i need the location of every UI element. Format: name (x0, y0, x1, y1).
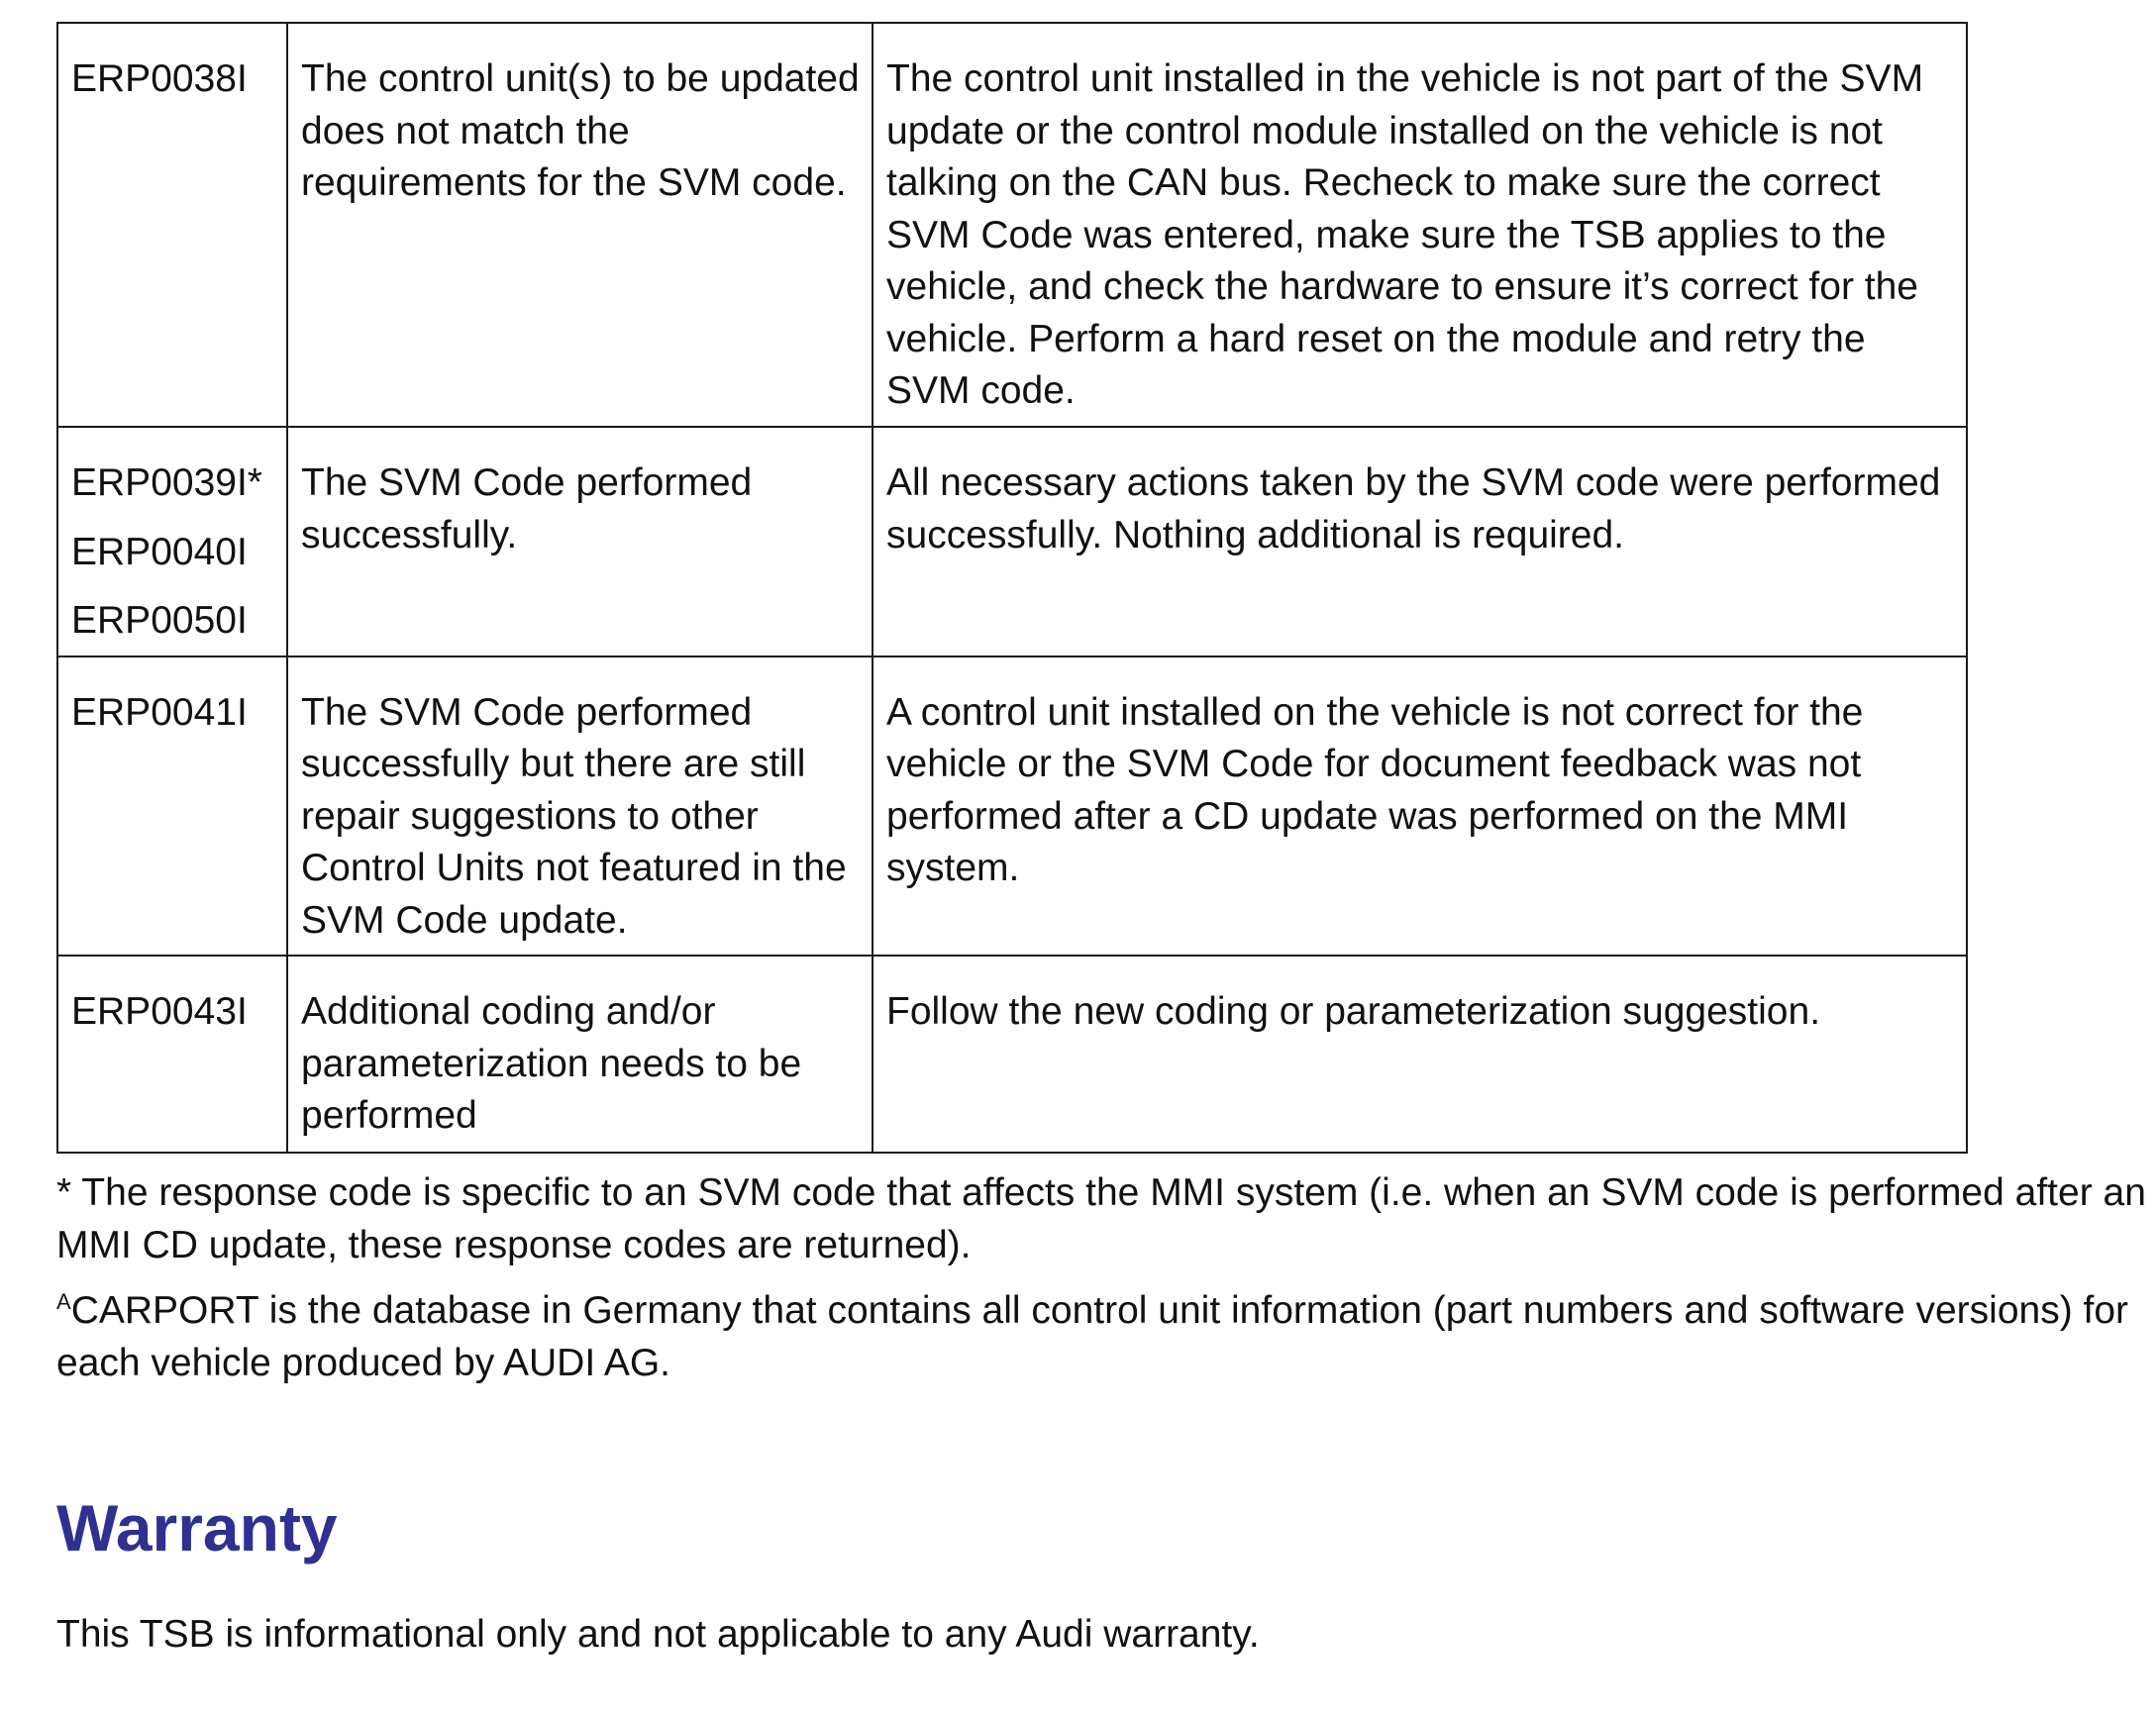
response-code-cell (57, 427, 287, 656)
footnote-marker: A (56, 1289, 71, 1314)
response-code: ERP0039I* (71, 461, 262, 504)
description-cell: Follow the new coding or parameterization suggestion. (873, 956, 1967, 1153)
message-cell: Additional coding and/or parameterization needs to be performed (287, 956, 873, 1153)
table-row (57, 656, 1967, 957)
response-code-cell (57, 23, 287, 427)
table-row (57, 23, 1967, 427)
response-code-cell (57, 956, 287, 1153)
warranty-text: This TSB is informational only and not applicable to any Audi warranty. (56, 1613, 1260, 1656)
warranty-heading: Warranty (56, 1491, 338, 1565)
response-code: ERP0050I (71, 599, 248, 642)
response-code: ERP0041I (71, 690, 248, 734)
table-row (57, 956, 1967, 1153)
table-row (57, 427, 1967, 656)
carport-footnote-text: CARPORT is the database in Germany that contains all control unit information (part numbers and software versions) for each vehicle produced by AUDI AG. (56, 1289, 2129, 1384)
asterisk-footnote: * The response code is specific to an SVM code that affects the MMI system (i.e. when an SVM code is performed after an MMI CD update, these response codes are returned). (56, 1171, 2146, 1266)
message-cell: The SVM Code performed successfully. (287, 427, 873, 656)
document-page (56, 22, 2146, 1662)
description-cell: All necessary actions taken by the SVM code were performed successfully. Nothing additional is required. (873, 427, 1967, 656)
response-code: ERP0043I (71, 990, 248, 1033)
message-cell: The control unit(s) to be updated does not match the requirements for the SVM code. (287, 23, 873, 427)
response-code-table (56, 22, 1968, 1154)
carport-footnote (56, 1285, 2146, 1389)
response-code: ERP0038I (71, 57, 248, 100)
response-code-cell (57, 656, 287, 957)
message-cell: The SVM Code performed successfully but there are still repair suggestions to other Control Units not featured in the SVM Code update. (287, 656, 873, 957)
response-code: ERP0040I (71, 530, 248, 573)
description-cell: The control unit installed in the vehicle is not part of the SVM update or the control module installed on the vehicle is not talking on the CAN bus. Recheck to make sure the correct SVM Code was entered, make sure the TSB applies to the vehicle, and check the hardware to ensure it’s correct for the vehicle. Perform a hard reset on the module and retry the SVM code. (873, 23, 1967, 427)
description-cell: A control unit installed on the vehicle is not correct for the vehicle or the SVM Code for document feedback was not performed after a CD update was performed on the MMI system. (873, 656, 1967, 957)
